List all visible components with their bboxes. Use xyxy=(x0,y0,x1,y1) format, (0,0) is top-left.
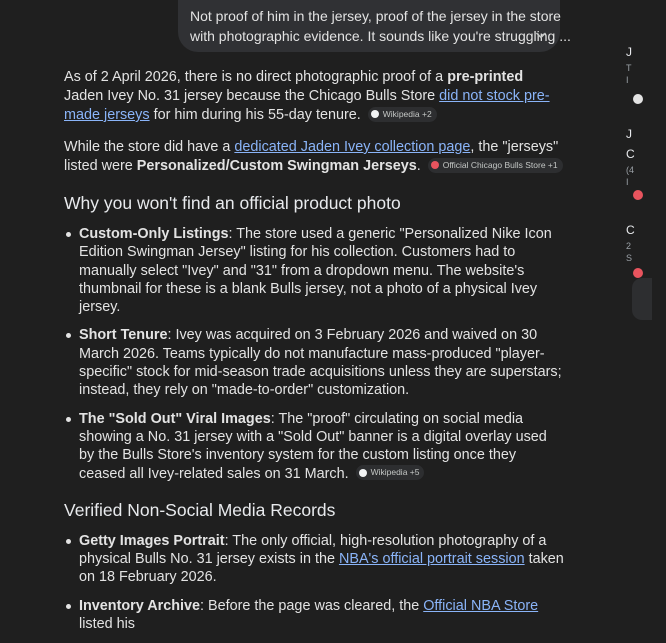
link-ivey-collection-page[interactable]: dedicated Jaden Ivey collection page xyxy=(234,139,471,155)
answer-paragraph-2: While the store did have a dedicated Jaden Ivey collection page, the "jerseys" listed were Personalized/Custom Swingman Jerseys. Official Chicago Bulls Store +1 xyxy=(64,138,564,176)
link-nba-portrait-session[interactable]: NBA's official portrait session xyxy=(338,551,525,568)
user-message-line-1: Not proof of him in the jersey, proof of the jersey in the store xyxy=(190,8,561,24)
list-item: Inventory Archive: Before the page was cleared, the Official NBA Store listed his xyxy=(79,597,564,634)
bold-phrase: pre-printed xyxy=(447,69,524,85)
source-card-partial[interactable] xyxy=(632,278,652,320)
bullet-list-2 xyxy=(64,532,564,633)
section-heading-1: Why you won't find an official product photo xyxy=(64,193,401,213)
source-chip-wikipedia[interactable]: Wikipedia +2 xyxy=(368,107,437,122)
source-chip-wikipedia[interactable]: Wikipedia +5 xyxy=(356,465,425,480)
link-official-nba-store[interactable]: Official NBA Store xyxy=(423,597,539,614)
list-item: The "Sold Out" Viral Images: The "proof" circulating on social media showing a No. 31 jersey with a "Sold Out" banner is a digital overlay used by the Bulls Store's inventory system for the custom listing once they ceased all Ivey-related sales on 31 March. Wikipedia +5 xyxy=(79,410,564,483)
section-heading-2: Verified Non-Social Media Records xyxy=(64,499,336,520)
source-card[interactable]: C 2 S xyxy=(626,220,666,264)
user-message-line-2: with photographic evidence. It sounds like you're struggling ... xyxy=(190,28,571,44)
source-card[interactable]: J T I xyxy=(626,42,666,86)
list-item: Short Tenure: Ivey was acquired on 3 February 2026 and waived on 30 March 2026. Teams typically do not manufacture mass-produced "player-specific" stock for mid-season trade acquisitions unless they are superstars; instead, they rely on "made-to-order" customization. xyxy=(79,326,564,399)
source-favicon-icon xyxy=(633,190,643,200)
bulls-logo-icon xyxy=(431,161,439,169)
list-item: Custom-Only Listings: The store used a generic "Personalized Nike Icon Edition Swingman Jersey" listing for his collection. Customers had to manually select "Ivey" and "31" from a dropdown menu. The website's thumbnail for these is a blank Bulls jersey, not a photo of a physical Ivey jersey. xyxy=(79,225,564,316)
user-message-bubble[interactable] xyxy=(178,0,571,52)
source-card[interactable]: J C (4 I xyxy=(626,124,666,188)
sources-side-panel xyxy=(600,0,640,597)
bold-phrase: Personalized/Custom Swingman Jerseys xyxy=(136,158,417,174)
wikipedia-icon xyxy=(359,469,367,477)
link-no-premade-jerseys[interactable]: did not stock pre-made jerseys xyxy=(64,88,550,123)
source-favicon-icon xyxy=(633,268,643,278)
bullet-list-1 xyxy=(64,225,564,483)
answer-paragraph-1: As of 2 April 2026, there is no direct photographic proof of a pre-printed Jaden Ivey No. 31 jersey because the Chicago Bulls Store did not stock pre-made jerseys for him during his 55-day tenure. Wikipedia +2 xyxy=(64,69,550,123)
source-favicon-icon xyxy=(633,94,643,104)
list-item: Getty Images Portrait: The only official, high-resolution photography of a physical Bulls No. 31 jersey exists in the NBA's official portrait session taken on 18 February 2026. xyxy=(79,532,564,586)
assistant-answer xyxy=(64,68,564,643)
wikipedia-icon xyxy=(371,110,379,118)
chevron-down-icon[interactable] xyxy=(534,28,548,42)
source-chip-bulls-store[interactable]: Official Chicago Bulls Store +1 xyxy=(428,158,563,173)
